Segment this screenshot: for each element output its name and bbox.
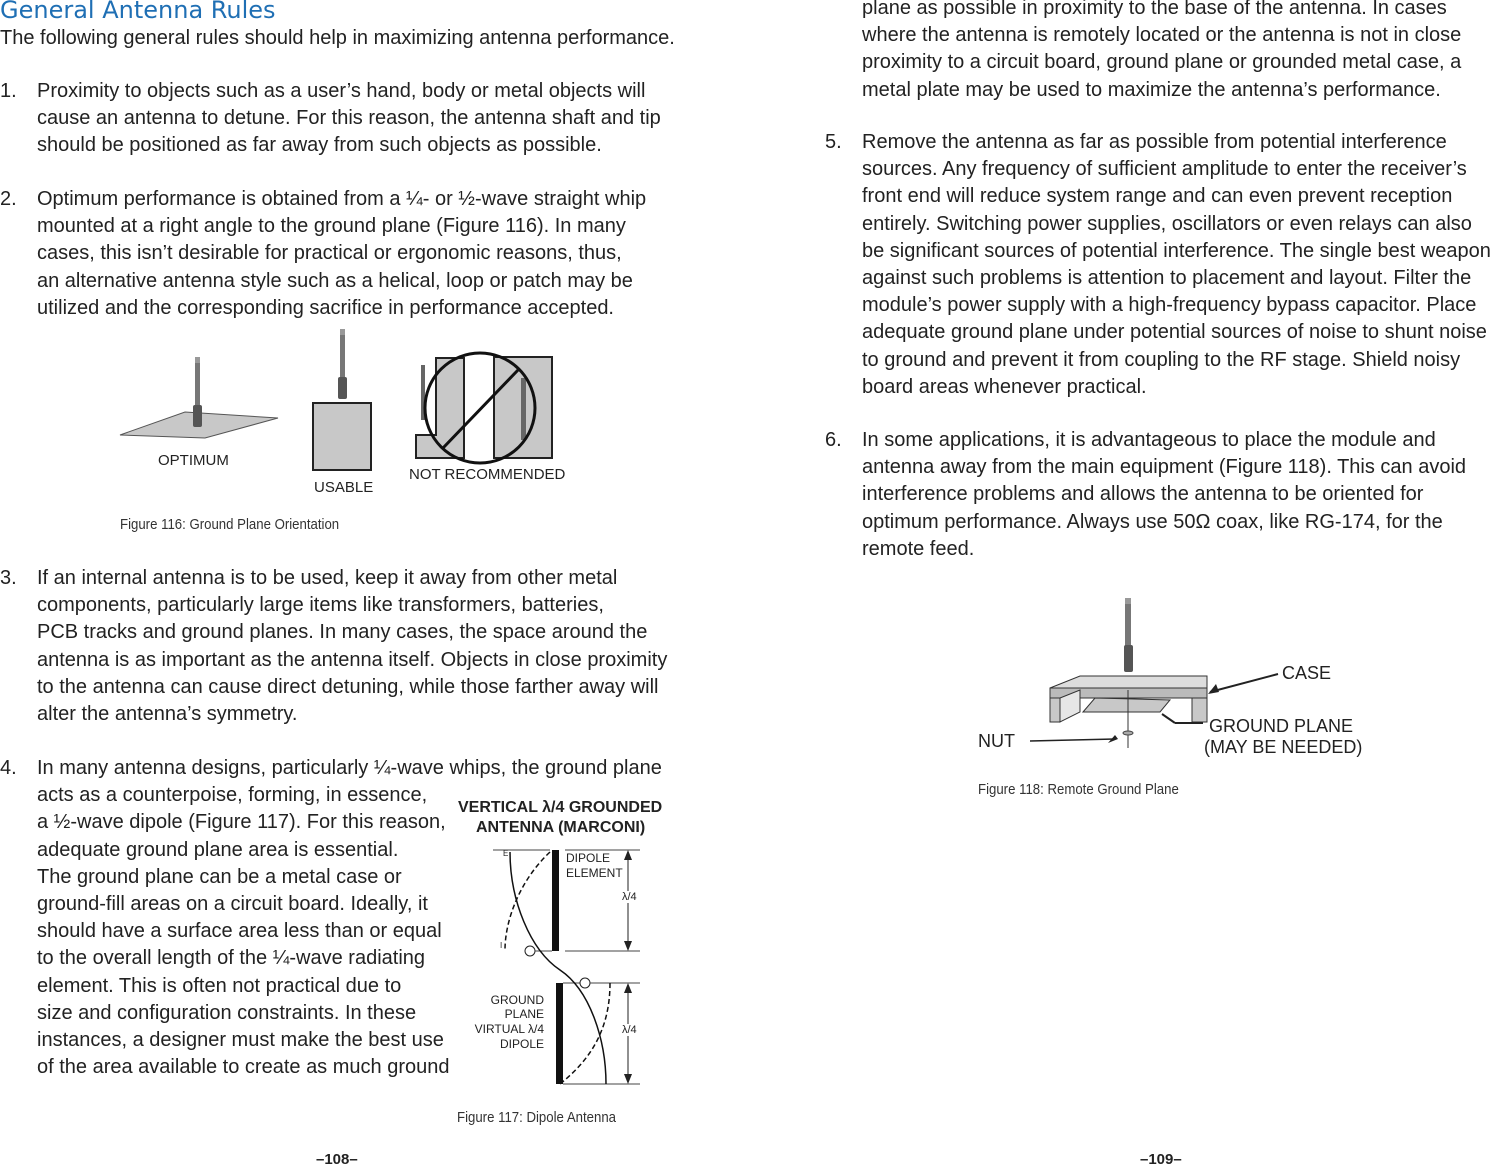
text-line: instances, a designer must make the best use: [37, 1028, 444, 1051]
text-line: PCB tracks and ground planes. In many cases, the space around the: [37, 621, 648, 644]
dipole-label: DIPOLE: [499, 1037, 544, 1051]
text-line: metal plate may be used to maximize the antenna’s performance.: [862, 78, 1441, 101]
text-line: to the antenna can cause direct detuning, while those farther away will: [37, 675, 659, 698]
element-label: ELEMENT: [566, 866, 623, 880]
text-line: sources. Any frequency of sufficient amplitude to enter the receiver’s: [862, 158, 1467, 181]
text-line: a ½-wave dipole (Figure 117). For this reason,: [37, 811, 446, 834]
rule-1: [37, 78, 661, 160]
ground-label: GROUND: [490, 993, 544, 1007]
text-line: size and configuration constraints. In these: [37, 1001, 417, 1024]
text-line: antenna is as important as the antenna itself. Objects in close proximity: [37, 648, 668, 671]
section-title: General Antenna Rules: [0, 0, 276, 24]
text-line: should have a surface area less than or equal: [37, 920, 442, 943]
text-line: ground-fill areas on a circuit board. Ideally, it: [37, 892, 428, 915]
text-line: utilized and the corresponding sacrifice in performance accepted.: [37, 296, 614, 319]
lambda-label: λ/4: [622, 1024, 637, 1036]
nut-label: NUT: [978, 731, 1015, 751]
text-line: entirely. Switching power supplies, oscillators or even relays can also: [862, 212, 1472, 235]
e-label: E: [503, 849, 509, 858]
text-line: adequate ground plane under potential sources of noise to shunt noise: [862, 321, 1487, 344]
text-line: where the antenna is remotely located or the antenna is not in close: [862, 24, 1462, 47]
rule-3: [37, 565, 667, 728]
item-number: 5.: [825, 131, 842, 153]
not-recommended-label: NOT RECOMMENDED: [409, 466, 566, 483]
dipole-label: DIPOLE: [566, 851, 611, 865]
text-line: cause an antenna to detune. For this reason, the antenna shaft and tip: [37, 107, 661, 130]
text-line: plane as possible in proximity to the base of the antenna. In cases: [862, 0, 1447, 19]
text-line: element. This is often not practical due to: [37, 974, 402, 997]
text-line: Remove the antenna as far as possible from potential interference: [862, 131, 1447, 153]
lambda-label: λ/4: [622, 891, 637, 903]
figure-caption: Figure 118: Remote Ground Plane: [978, 781, 1179, 798]
intro-paragraph: [0, 25, 675, 52]
ground-plane-label: GROUND PLANE: [1209, 716, 1354, 736]
text-line: to the overall length of the ¼-wave radiating: [37, 947, 426, 970]
antenna-icon: [1124, 598, 1133, 672]
text-line: against such problems is attention to placement and layout. Filter the: [862, 266, 1472, 289]
text-line: The ground plane can be a metal case or: [37, 865, 402, 888]
text-line: to ground and prevent it from coupling to the RF stage. Shield noisy: [862, 348, 1461, 371]
case-label: CASE: [1282, 663, 1332, 683]
antenna-icon: [338, 329, 347, 399]
text-line: board areas whenever practical.: [862, 375, 1147, 398]
text-line: The following general rules should help in maximizing antenna performance.: [0, 27, 675, 49]
rule-4-continued: [862, 0, 1461, 104]
text-line: mounted at a right angle to the ground plane (Figure 116). In many: [37, 215, 626, 238]
text-line: an alternative antenna style such as a helical, loop or patch may be: [37, 269, 633, 292]
text-line: In some applications, it is advantageous to place the module and: [862, 429, 1436, 451]
rule-2: [37, 186, 646, 322]
item-number: 1.: [0, 80, 17, 102]
figure-117-title: VERTICAL λ/4 GROUNDED: [458, 799, 663, 816]
item-number: 2.: [0, 188, 17, 210]
figure-caption: Figure 117: Dipole Antenna: [457, 1109, 617, 1126]
text-line: be significant sources of potential interference. The single best weapon: [862, 239, 1491, 262]
figure-caption: Figure 116: Ground Plane Orientation: [120, 516, 340, 533]
text-line: antenna away from the main equipment (Figure 118). This can avoid: [862, 456, 1467, 479]
text-line: remote feed.: [862, 537, 975, 560]
item-number: 6.: [825, 429, 842, 451]
text-line: adequate ground plane area is essential.: [37, 838, 399, 861]
virtual-label: VIRTUAL λ/4: [474, 1022, 544, 1036]
text-line: front end will reduce system range and can even prevent reception: [862, 185, 1453, 208]
text-line: In many antenna designs, particularly ¼-wave whips, the ground plane: [37, 757, 662, 779]
usable-label: USABLE: [314, 479, 374, 496]
may-be-needed-label: (MAY BE NEEDED): [1204, 737, 1363, 757]
text-line: proximity to a circuit board, ground plane or grounded metal case, a: [862, 51, 1462, 74]
item-number: 3.: [0, 567, 17, 589]
text-line: acts as a counterpoise, forming, in essence,: [37, 784, 428, 807]
plane-label: PLANE: [504, 1007, 544, 1021]
text-line: should be positioned as far away from such objects as possible.: [37, 134, 602, 157]
antenna-icon: [193, 357, 202, 427]
optimum-label: OPTIMUM: [158, 452, 229, 469]
text-line: Proximity to objects such as a user’s hand, body or metal objects will: [37, 80, 646, 102]
rule-6: [862, 427, 1466, 563]
text-line: components, particularly large items like transformers, batteries,: [37, 594, 604, 617]
page-number-left: –108–: [316, 1151, 358, 1168]
item-number: 4.: [0, 757, 17, 779]
text-line: alter the antenna’s symmetry.: [37, 702, 298, 725]
text-line: of the area available to create as much ground: [37, 1056, 450, 1079]
rule-5: [862, 129, 1491, 401]
i-label: I: [500, 941, 503, 950]
text-line: If an internal antenna is to be used, keep it away from other metal: [37, 567, 618, 589]
text-line: interference problems and allows the antenna to be oriented for: [862, 483, 1424, 506]
page-number-right: –109–: [1140, 1151, 1182, 1168]
figure-117-dipole-antenna: [450, 840, 680, 1100]
text-line: cases, this isn’t desirable for practical or ergonomic reasons, thus,: [37, 242, 622, 265]
text-line: Optimum performance is obtained from a ¼- or ½-wave straight whip: [37, 188, 647, 210]
text-line: optimum performance. Always use 50Ω coax, like RG-174, for the: [862, 510, 1443, 533]
text-line: module’s power supply with a high-frequency bypass capacitor. Place: [862, 294, 1477, 317]
figure-117-title: ANTENNA (MARCONI): [476, 819, 646, 836]
